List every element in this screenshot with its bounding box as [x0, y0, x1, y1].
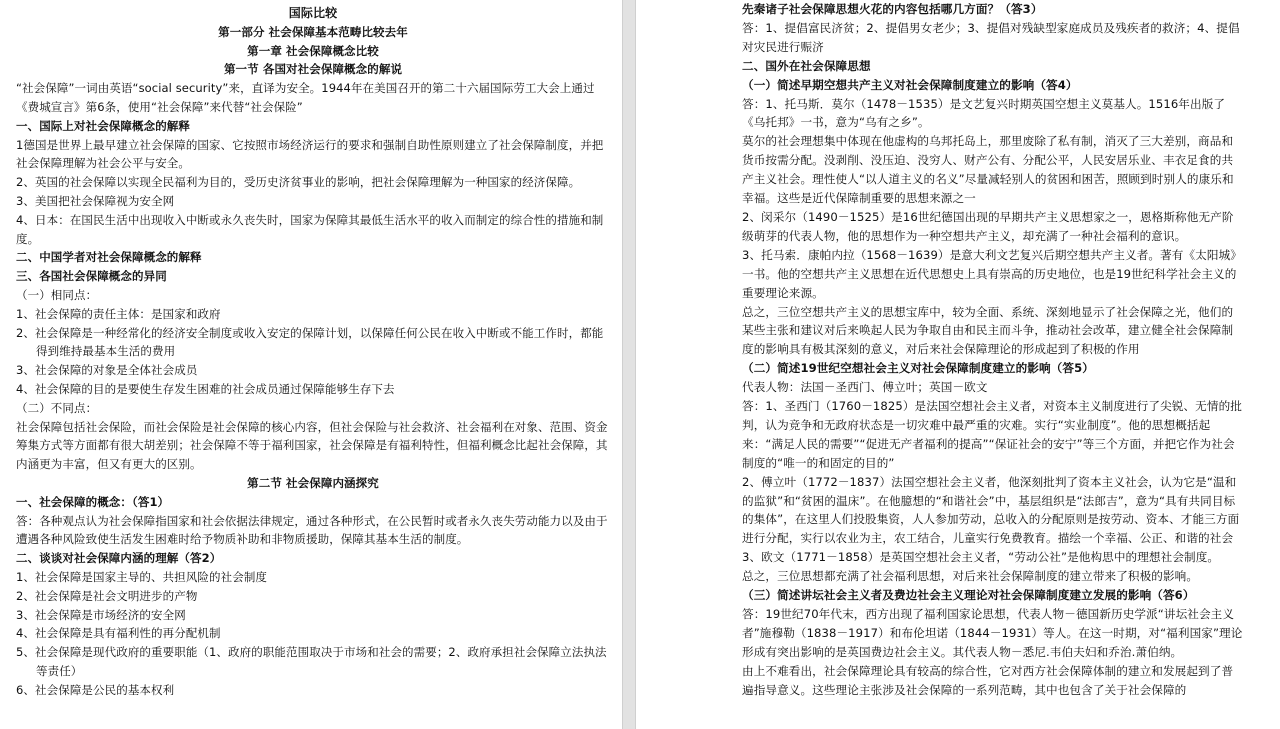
- intro-paragraph: “社会保障”一词由英语“social security”来，直译为安全。1944年在美国召开的第二十六届国际劳工大会上通过《费城宣言》第6条，使用“社会保障”来代替“社会保险”: [16, 81, 595, 114]
- item-uk: 2、英国的社会保障以实现全民福利为目的，受历史济贫事业的影响，把社会保障理解为一种国家的经济保障。: [16, 175, 581, 190]
- question-1: 一、社会保障的概念：（答1）: [16, 494, 170, 509]
- answer-4: 答：1、托马斯．莫尔（1478－1535）是文艺复兴时期英国空想主义莫基人。1516年出版了《乌托邦》一书，意为“乌有之乡”。: [742, 96, 1226, 130]
- item-japan: 4、日本：在国民生活中出现收入中断或永久丧失时，国家为保障其最低生活水平的收入而制定的综合性的措施和制度。: [16, 212, 604, 246]
- heading-china-scholars: 二、中国学者对社会保障概念的解释: [16, 250, 202, 265]
- right-page: [636, 0, 1280, 729]
- question-4: （一）简述早期空想共产主义对社会保障制度建立的影响（答4）: [742, 77, 1078, 92]
- answer-1: 答：各种观点认为社会保障指国家和社会依据法律规定，通过各种形式，在公民暂时或者永久丧失劳动能力以及由于遭遇各种风险致使生活发生困难时给予物质补助和非物质援助，保障其基本生活的制度。: [16, 513, 608, 547]
- section-heading: 第一节 各国对社会保障概念的解说: [223, 62, 403, 77]
- same-label: （一）相同点：: [16, 287, 98, 302]
- same-item-1: 1、社会保障的责任主体：是国家和政府: [16, 306, 221, 321]
- same-item-4: 4、社会保障的目的是要使生存发生困难的社会成员通过保障能够生存下去: [16, 381, 395, 396]
- point-6: 6、社会保障是公民的基本权利: [16, 682, 175, 697]
- heading-foreign-thought: 二、国外在社会保障思想: [742, 58, 871, 73]
- point-3: 3、社会保障是市场经济的安全网: [16, 607, 186, 622]
- question-3: 先秦诸子社会保障思想火花的内容包括哪几方面？（答3）: [742, 2, 1043, 16]
- answer-3: 答：1、提倡富民济贫；2、提倡男女老少；3、提倡对残缺型家庭成员及残疾者的救济；4、提倡对灾民进行赈济: [742, 20, 1240, 54]
- heading-similarities-differences: 三、各国社会保障概念的异同: [16, 269, 167, 284]
- book-title: 国际比较: [288, 6, 338, 20]
- answer-6: 答：19世纪70年代末，西方出现了福利国家论思想，代表人物－德国新历史学派“讲坛社会主义者”施穆勒（1838－1917）和布伦坦诺（1844－1931）等人。在这一时期，对“福利国家”理论形成有突出影响的是英国费边社会主义。其代表人物－悉尼.韦伯夫妇和乔治.萧伯纳。: [742, 607, 1243, 659]
- question-2: 二、谈谈对社会保障内涵的理解（答2）: [16, 551, 222, 566]
- item-usa: 3、美国把社会保障视为安全网: [16, 193, 175, 208]
- campanella-paragraph: 3、托马索．康帕内拉（1568－1639）是意大利文艺复兴后期空想共产主义者。著有《太阳城》一书。他的空想共产主义思想在近代思想史上具有崇高的历史地位，也是19世纪科学社会主义的重要理论来源。: [742, 247, 1242, 300]
- point-4: 4、社会保障是具有福利性的再分配机制: [16, 626, 221, 641]
- question-6: （三）简述讲坛社会主义者及费边社会主义理论对社会保障制度建立发展的影响（答6）: [742, 588, 1195, 603]
- muntzer-paragraph: 2、闵采尔（1490－1525）是16世纪德国出现的早期共产主义思想家之一，恩格斯称他无产阶级萌芽的代表人物，他的思想作为一种空想共产主义，却充满了一种社会福利的意识。: [742, 209, 1234, 243]
- owen-paragraph: 3、欧文（1771－1858）是英国空想社会主义者，“劳动公社”是他构思中的理想社会制度。: [742, 550, 1220, 565]
- point-2: 2、社会保障是社会文明进步的产物: [16, 588, 198, 603]
- diff-paragraph: 社会保障包括社会保险，而社会保险是社会保障的核心内容，但社会保险与社会救济、社会福利在对象、范围、资金筹集方式等方面都有很大胡差别；社会保障不等于福利国家，社会保障是有福利特性，但福利概念比起社会保障，其内涵更为丰富，但又有更大的区别。: [16, 419, 608, 472]
- summary-1: 总之，三位空想共产主义的思想宝库中，较为全面、系统、深刻地显示了社会保障之光，他们的某些主张和建议对后来唤起人民为争取自由和民主而斗争，推动社会改革，建立健全社会保障制度的影响具有极其深刻的意义，对后来社会保障理论的形成起到了积极的作用: [742, 304, 1234, 357]
- left-page: [0, 0, 622, 729]
- page-gutter: [622, 0, 636, 729]
- question-5: （二）简述19世纪空想社会主义对社会保障制度建立的影响（答5）: [742, 361, 1094, 376]
- fourier-paragraph: 2、傅立叶（1772－1837）法国空想社会主义者，他深刻批判了资本主义社会，认为它是“温和的监狱”和“贫困的温床”。在他臆想的“和谐社会”中，基层组织是“法郎吉”，意为“具有共同目标的集体”，在这里人们投股集资，人人参加劳动，总收入的分配原则是按劳动、资本、才能三方面进行分配，实行以农业为主，农工结合，儿童实行免费教育。描绘一个幸福、公正、和谐的社会: [742, 474, 1240, 546]
- more-paragraph: 莫尔的社会理想集中体现在他虚构的乌邦托岛上，那里废除了私有制，消灭了三大差别，商品和货币按需分配。没剥削、没压迫、没穷人、财产公有、分配公平，人民安居乐业、丰衣足食的共产主义社会。理性使人“以人道主义的名义”尽量减轻别人的贫困和困苦，照顾到时别人的康乐和幸福。这些是近代保障制重要的思想来源之一: [742, 134, 1234, 206]
- representatives: 代表人物：法国－圣西门、傅立叶；英国－欧文: [742, 380, 988, 395]
- answer-5: 答：1、圣西门（1760－1825）是法国空想社会主义者，对资本主义制度进行了尖锐、无情的批判，认为竞争和无政府状态是一切灾难中最严重的灾难。实行“实业制度”。他的思想概括起来：“满足人民的需要”“促进无产者福利的提高”“保证社会的安宁”等三个方面，并把它作为社会制度的“唯一的和固定的目的”: [742, 399, 1242, 470]
- part-heading: 第一部分 社会保障基本范畴比较去年: [218, 24, 408, 39]
- same-item-3: 3、社会保障的对象是全体社会成员: [16, 363, 198, 378]
- diff-label: （二）不同点：: [16, 400, 98, 415]
- heading-international: 一、国际上对社会保障概念的解释: [16, 118, 190, 133]
- summary-2: 总之，三位思想都充满了社会福利思想，对后来社会保障制度的建立带来了积极的影响。: [742, 569, 1199, 584]
- point-5: 5、社会保障是现代政府的重要职能（1、政府的职能范围取决于市场和社会的需要；2、政府承担社会保障立法执法等责任）: [16, 645, 607, 678]
- same-item-2: 2、社会保障是一种经常化的经济安全制度或收入安定的保障计划，以保障任何公民在收入中断或不能工作时，都能得到维持最基本生活的费用: [16, 325, 604, 359]
- closing-paragraph: 由上不难看出，社会保障理论具有较高的综合性，它对西方社会保障体制的建立和发展起到了普遍指导意义。这些理论主张涉及社会保障的一系列范畴，其中也包含了关于社会保障的: [742, 663, 1234, 697]
- chapter-heading: 第一章 社会保障概念比较: [247, 43, 379, 58]
- section2-heading: 第二节 社会保障内涵探究: [247, 475, 379, 490]
- point-1: 1、社会保障是国家主导的、共担风险的社会制度: [16, 569, 268, 584]
- item-germany: 1德国是世界上最早建立社会保障的国家、它按照市场经济运行的要求和强制自助性原则建立了社会保障制度，并把社会保障理解为社会公平与安全。: [16, 137, 604, 171]
